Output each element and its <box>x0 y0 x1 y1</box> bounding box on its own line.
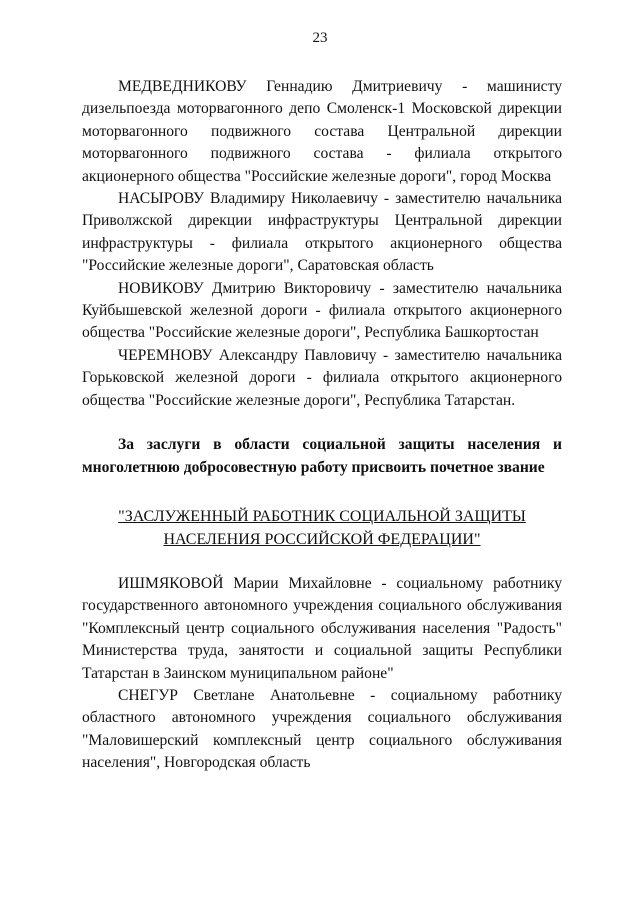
award-entry-medvednikov: МЕДВЕДНИКОВУ Геннадию Дмитриевичу - машинисту дизельпоезда моторвагонного депо Смоленск-1 Московской дирекции моторвагонного подвижного состава Центральной дирекции моторвагонного подвижного состава - филиала открытого акционерного общества "Российские железные дороги", город Москва <box>82 78 562 185</box>
honorary-title <box>82 505 562 551</box>
honorary-title-line-1: "ЗАСЛУЖЕННЫЙ РАБОТНИК СОЦИАЛЬНОЙ ЗАЩИТЫ <box>118 507 526 525</box>
section-heading: За заслуги в области социальной защиты населения и многолетнюю добросовестную работу присвоить почетное звание <box>82 436 562 476</box>
page-number: 23 <box>312 30 328 46</box>
award-entry-nasyrov: НАСЫРОВУ Владимиру Николаевичу - заместителю начальника Приволжской дирекции инфраструктуры Центральной дирекции инфраструктуры - филиала открытого акционерного общества "Российские железные дороги", Саратовская область <box>82 190 562 275</box>
honorary-title-line-2: НАСЕЛЕНИЯ РОССИЙСКОЙ ФЕДЕРАЦИИ" <box>163 530 481 548</box>
award-entry-cheremnov: ЧЕРЕМНОВУ Александру Павловичу - заместителю начальника Горьковской железной дороги - филиала открытого акционерного общества "Российские железные дороги", Республика Татарстан. <box>82 346 562 409</box>
award-entry-snegur: СНЕГУР Светлане Анатольевне - социальному работнику областного автономного учреждения социального обслуживания "Маловишерский комплексный центр социального обслуживания населения", Новгородская область <box>82 686 562 772</box>
document-body <box>82 76 562 775</box>
award-entry-novikov: НОВИКОВУ Дмитрию Викторовичу - заместителю начальника Куйбышевской железной дороги - филиала открытого акционерного общества "Российские железные дороги", Республика Башкортостан <box>82 279 562 342</box>
award-entry-ishmyakova: ИШМЯКОВОЙ Марии Михайловне - социальному работнику государственного автономного учреждения социального обслуживания "Комплексный центр социального обслуживания населения "Радость" Министерства труда, занятости и социальной защиты Республики Татарстан в Заинском муниципальном районе" <box>82 574 562 682</box>
